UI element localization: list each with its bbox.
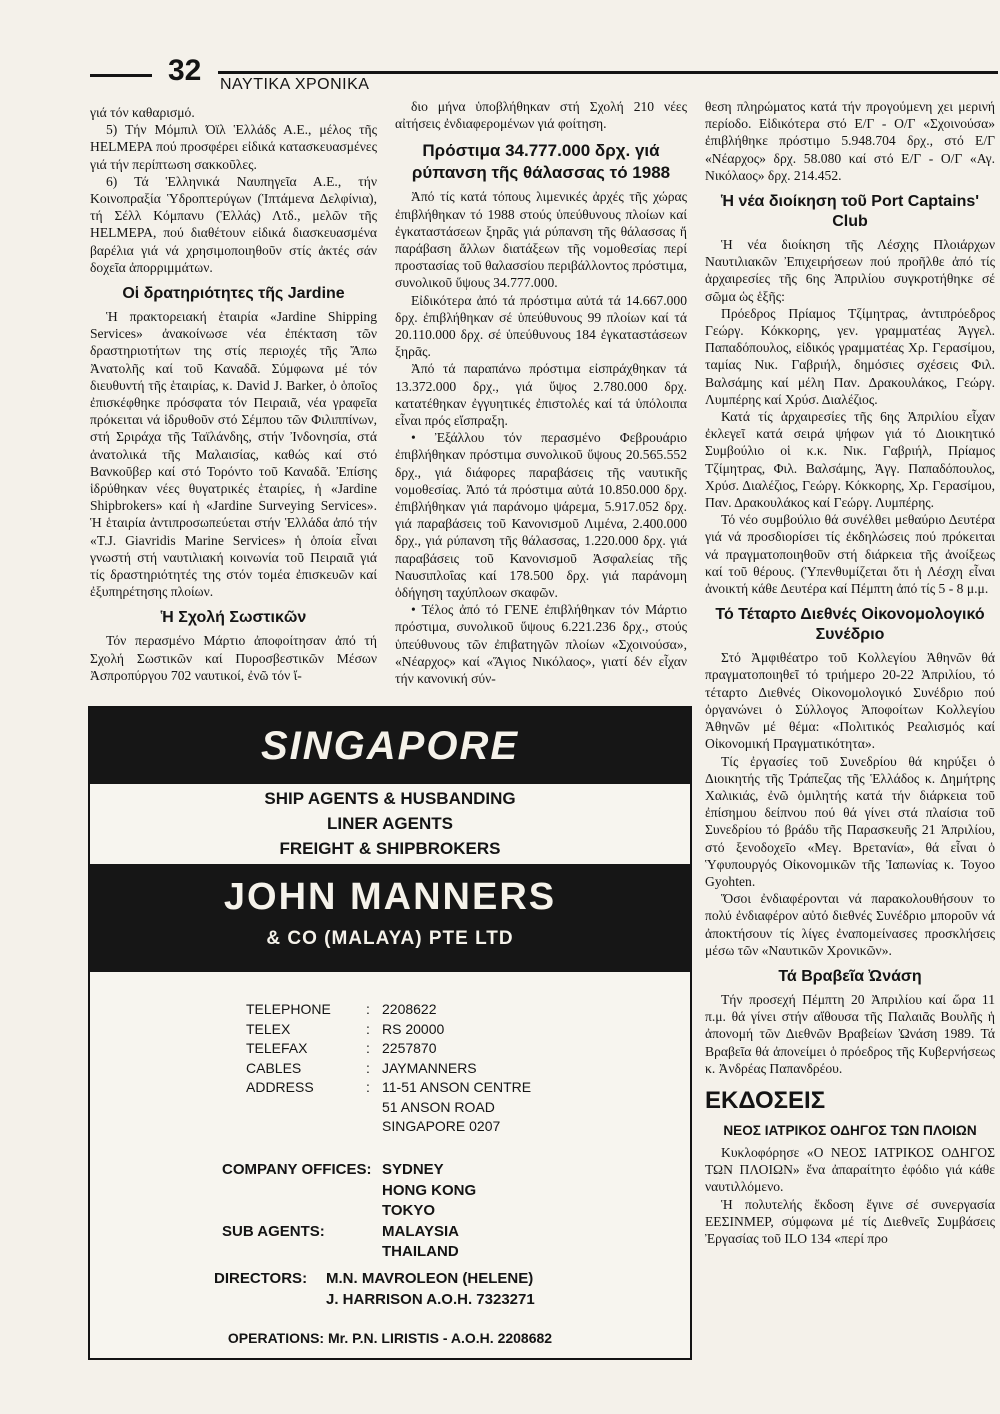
header-rule-left [90,74,152,77]
headline-jardine: Οἱ δρατηριότητες τῆς Jardine [122,285,345,303]
publication-title: ΝΑΥΤΙΚΑ ΧΡΟΝΙΚΑ [220,76,370,93]
section-title-ekdoseis: ΕΚΔΟΣΕΙΣ [705,1086,826,1114]
ad-address-line: 51 ANSON ROAD [382,1098,495,1115]
paragraph: Τό νέο συμβούλιο θά συνέλθει μεθαύριο Δευτέρα γιά νά προσδιορίσει τίς ἐκδηλώσεις πού πρόκειται νά πραγματοποιηθοῦν στή διάρκεια τῆς ἀνοίξεως καί τοῦ θέρους. (Ὑπενθυμίζεται ὅτι ἡ Λέσχη εἶναι ἀνοικτή κάθε Δευτέρα καί Πέμπτη ἀπό τίς 5 - 8 μ.μ. [705,512,995,597]
ad-offices-label: COMPANY OFFICES: [222,1161,372,1178]
advertisement-john-manners [88,706,692,1360]
ad-company-name: JOHN MANNERS [223,876,557,918]
headline-iatrikos-odigos: ΝΕΟΣ ΙΑΤΡΙΚΟΣ ΟΔΗΓΟΣ ΤΩΝ ΠΛΟΙΩΝ [723,1122,977,1138]
paragraph: Κατά τίς ἀρχαιρεσίες τῆς 6ης Ἀπριλίου εἶχαν ἐκλεγεῖ κατά σειρά ψήφων γιά τό Διοικητικό Συμβούλιο οἱ κ.κ. Νικ. Γαβριήλ, Πρίαμος Τζίμητρας, Φιλ. Βαλσάμης, Ἀγγ. Παπαδόπουλος, Χρύσ. Διαλέζιος, Γεώργ. Κόκκορης, Χρ. Γερασίμου, Παν. Δρακουλάκος καί Γεώργ. Λυμπέρης. [705,409,995,511]
ad-contact-row: CABLES : JAYMANNERS [246,1059,477,1076]
paragraph: θεση πληρώματος κατά τήν προγούμενη χει μερινή περίοδο. Εἰδικότερα στό Ε/Γ - Ο/Γ «Σχοινούσα» ἐπιβλήθηκε πρόστιμο 5.948.704 δρχ., στό Ε/Γ «Νέαρχος» δρχ. 58.080 καί στό Ε/Γ - Ο/Γ «Αγ. Νικόλαος» δρχ. 214.452. [705,99,995,183]
paragraph: Ἀπό τίς κατά τόπους λιμενικές ἀρχές τῆς χώρας ἐπιβλήθηκαν τό 1988 στούς ὑπεύθυνους πλοίων καί ἐγκαταστάσεων ξηρᾶς γιά ρύπανση τῆς θάλασσας ἤ παράβαση ἄλλων διατάξεων τῆς νομοθεσίας περί προστασίας τοῦ θαλασσίου περιβάλλοντος πρόστιμα, συνολικοῦ ὕψους 34.777.000. [395,189,687,291]
ad-contact-row: TELEPHONE : 2208622 [246,1001,437,1017]
headline-vraveia-onasi: Τά Βραβεῖα Ὠνάση [778,967,922,985]
ad-office: TOKYO [382,1202,436,1219]
ad-operations: OPERATIONS: Mr. P.N. LIRISTIS - A.O.H. 2208682 [227,1330,553,1346]
headline-prostima: Πρόστιμα 34.777.000 δρχ. γιά ρύπανση τῆς θάλασσας τό 1988 [411,141,671,183]
ad-service-item: SHIP AGENTS & HUSBANDING [264,789,516,808]
column-1 [90,104,377,684]
paragraph: διο μήνα ὑποβλήθηκαν στή Σχολή 210 νέες αἰτήσεις ἐνδιαφερομένων γιά φοίτηση. [395,99,687,132]
ad-director: J. HARRISON A.O.H. 7323271 [326,1291,535,1308]
headline-synedrio: Τό Τέταρτο Διεθνές Οἰκονομολογικό Συνέδριο [715,606,985,644]
ad-contact-list [246,1000,531,1137]
ad-company-subtitle: & CO (MALAYA) PTE LTD [266,928,514,949]
ad-service-item: FREIGHT & SHIPBROKERS [279,839,501,858]
paragraph: Ἀπό τά παραπάνω πρόστιμα εἰσπράχθηκαν τά 13.372.000 δρχ., γιά ὕψος 2.780.000 δρχ. κατατέθηκαν ἐγγυητικές ἐπιστολές καί τά ὑπόλοιπα εἶναι πρός εἴσπραξη. [395,361,687,429]
paragraph: Τόν περασμένο Μάρτιο ἀποφοίτησαν ἀπό τή Σχολή Σωστικῶν καί Πυροσβεστικῶν Μέσων Ἀσπροπύργου 702 ναυτικοί, ἐνῶ τόν ἴ- [90,633,377,683]
ad-address-line: SINGAPORE 0207 [382,1118,501,1134]
paragraph: Ἡ πρακτορειακή ἑταιρία «Jardine Shipping Services» ἀνακοίνωσε νέα ἐπέκταση τῶν δραστηριοτήτων της στίς περιοχές τῆς Ἄπω Ἀνατολῆς καί τοῦ Καναδᾶ. Σύμφωνα μέ τόν διευθυντή τῆς ἑταιρίας, κ. David J. Barker, ὁ ὁποῖος ἐπισκέφθηκε πρόσφατα τόν Πειραιᾶ, νέα γραφεῖα πρόκειται νά ἱδρυθοῦν στό Σέμπου τῶν Φιλιππίνων, στή Σριράχα τῆς Ταϊλάνδης, στήν Ἰνδονησία, στά ἀνατολικά τῆς Μαλαισίας, καθώς καί στό Βανκοῦβερ καί στό Τορόντο τοῦ Καναδᾶ. Ἐπίσης ἱδρύθηκαν νέες θυγατρικές ἑταιρίες, ἡ «Jardine Shipbrokers» καί ἡ «Jardine Surveying Services». Ἡ ἑταιρία ἀντιπροσωπεύεται στήν Ἑλλάδα ἀπό τήν «T.J. Giavridis Marine Services» ἡ ὁποία εἶναι γνωστή στή ναυτιλιακή κοινωνία τοῦ Πειραιᾶ γιά τίς δραστηριότητές της στόν τομέα ἐπισκευῶν καί ἐξυπηρέτησης πλοίων. [90,309,377,600]
ad-sub-agent: MALAYSIA [382,1222,459,1240]
ad-company-banner [90,864,690,972]
ad-offices [222,1160,476,1263]
ad-director: M.N. MAVROLEON (HELENE) [326,1270,534,1287]
headline-sxoli-sostikon: Ἡ Σχολή Σωστικῶν [160,609,307,627]
paragraph: Ἡ πολυτελής ἔκδοση ἔγινε σέ συνεργασία ΕΕΣΙΝΜΕΡ, σύμφωνα μέ τίς Διεθνεῖς Συμβάσεις Ἐργασίας τοῦ ILO 134 «περί προ [705,1196,995,1246]
paragraph: Τίς ἐργασίες τοῦ Συνεδρίου θά κηρύξει ὁ Διοικητής τῆς Τράπεζας τῆς Ἑλλάδος κ. Δημήτρης Χαλικιάς, ἐνῶ ὁμιλητής κατά τήν διάρκεια τοῦ ἐπίσημου δείπνου πού θά γίνει στά πλαίσια τοῦ Συνεδρίου τό βράδυ τῆς Παρασκευῆς 21 Ἀπριλίου, στό ξενοδοχεῖο «Μεγ. Βρετανία», θά εἶναι ὁ Ὑφυπουργός Οἰκονομικῶν τῆς Ἰαπωνίας κ. Toyoo Gyohten. [705,753,995,889]
column-2 [395,98,687,687]
ad-service-item: LINER AGENTS [327,814,453,833]
headline-port-captains: Ἡ νέα διοίκηση τοῦ Port Captains' Club [720,193,980,231]
paragraph: Τήν προσεχή Πέμπτη 20 Ἀπριλίου καί ὥρα 11 π.μ. θά γίνει στήν αἴθουσα τῆς Παλαιᾶς Βουλῆς ἡ ἀπονομή τῶν Διεθνῶν Βραβείων Ὠνάση 1989. Τά Βραβεῖα θά ἀπονείμει ὁ πρόεδρος τῆς Κυβερνήσεως κ. Ἀνδρέας Παπανδρέου. [705,991,995,1076]
paragraph: 5) Τήν Μόμπιλ Όϊλ Ἑλλάδς Α.Ε., μέλος τῆς HELMEPA πού προσφέρει εἰδικά κατασκευασμένες γιά τήν περίπτωση σακκοῦλες. [90,122,377,172]
paragraph: Ὅσοι ἐνδιαφέρονται νά παρακολουθήσουν το πολύ ἐνδιαφέρον αὐτό διεθνές Συνέδριο μποροῦν νά ἀποκτήσουν τίς λίγες ἐναπομείνασες προσκλήσεις μέσω τῶν «Ναυτικῶν Χρονικῶν». [705,891,995,958]
paragraph: Πρόεδρος Πρίαμος Τζίμητρας, ἀντιπρόεδρος Γεώργ. Κόκκορης, γεν. γραμματέας Ἀγγελ. Παπαδόπουλος, εἰδικός γραμματέας Χρ. Γερασίμου, ταμίας Νικ. Γαβριήλ, δημόσιες σχέσεις Φιλ. Βαλσάμης καί μέλη Παν. Δρακουλάκος, Γεώργ. Λυμπέρης καί Χρύσ. Διαλέζιος. [705,305,995,407]
paragraph: Κυκλοφόρησε «Ο ΝΕΟΣ ΙΑΤΡΙΚΟΣ ΟΔΗΓΟΣ ΤΩΝ ΠΛΟΙΩΝ» ἕνα ἀπαραίτητο ἐφόδιο γιά κάθε ναυτιλλόμενο. [705,1144,995,1195]
ad-directors-label: DIRECTORS: [214,1270,308,1287]
paragraph: 6) Τά Ἑλληνικά Ναυπηγεῖα Α.Ε., τήν Κοινοπραξία Ὑδροπτερύγων (Ἱπτάμενα Δελφίνια), τή Σέλλ Κόμπανυ (Ἑλλάς) Λτδ., μελῶν τῆς HELMEPA, πού διαθέτουν εἰδικά διασκευασμένα βαρέλια γιά νά χρησιμοποιηθοῦν στίς ἀκτές σάν δοχεῖα ἀπορριμμάτων. [90,173,377,275]
paragraph: Εἰδικότερα ἀπό τά πρόστιμα αὐτά τά 14.667.000 δρχ. ἐπιβλήθηκαν σέ ὑπεύθυνους 99 πλοίων καί τά 20.110.000 δρχ. σέ ὑπεύθυνους 184 ἐγκαταστάσεων ξηρᾶς. [395,292,687,360]
ad-directors [214,1268,535,1310]
paragraph: • Τέλος ἀπό τό ΓΕΝΕ ἐπιβλήθηκαν τόν Μάρτιο πρόστιμα, συνολικοῦ ὕψους 6.221.236 δρχ., στούς ὑπεύθυνους τῶν ἐπιβατηγῶν πλοίων «Σχοινούσα», «Νέαρχος» καί «Ἅγιος Νικόλαος», γιατί δέν εἶχαν τήν κανονική σύν- [395,602,687,687]
paragraph: Στό Ἀμφιθέατρο τοῦ Κολλεγίου Ἀθηνῶν θά πραγματοποιηθεῖ τό τριήμερο 20-22 Ἀπριλίου, τό τέταρτο Διεθνές Οἰκονομολογικό Συνέδριο πού ὀργανώνει ὁ Σύλλογος Ἀποφοίτων Κολλεγίου Ἀθηνῶν μέ θέμα: «Πολιτικός Ρεαλισμός καί Οἰκονομική Πραγματικότητα». [705,650,995,752]
ad-contact-row: TELEFAX : 2257870 [246,1040,437,1056]
page-number: 32 [168,54,202,87]
ad-contact-row: TELEX : RS 20000 [246,1020,445,1037]
column-3 [705,98,995,1247]
ad-sub-agent: THAILAND [382,1243,459,1260]
ad-city-banner: SINGAPORE [90,708,690,784]
ad-sub-agents-label: SUB AGENTS: [222,1222,325,1240]
paragraph: • Ἐξάλλου τόν περασμένο Φεβρουάριο ἐπιβλήθηκαν πρόστιμα συνολικοῦ ὕψους 20.565.552 δρχ., γιά διάφορες παραβάσεις τῆς ναυτικῆς νομοθεσίας. Ἀπό τά πρόστιμα αὐτά 10.850.000 δρχ. ἐπιβλήθηκαν γιά παράνομο ψάρεμα, 5.917.052 δρχ. γιά παραβάσεις τοῦ Κανονισμοῦ Λιμένα, 2.400.000 δρχ., γιά ρύπανση τῆς θάλασσας, 1.220.000 δρχ. γιά παραβάσεις τοῦ Κανονισμοῦ Ἀσφαλείας τῆς Ναυσιπλοΐας καί 178.500 δρχ. γιά παράνομη ὁδήγηση ταχύπλοων σκαφῶν. [395,430,687,601]
header-rule [218,71,998,74]
paragraph: Ἡ νέα διοίκηση τῆς Λέσχης Πλοιάρχων Ναυτιλιακῶν Ἐπιχειρήσεων πού προῆλθε ἀπό τίς ἀρχαιρεσίες τῆς 6ης Ἀπριλίου συγκροτήθηκε σέ σῶμα ὡς ἑξῆς: [705,237,995,304]
paragraph: γιά τόν καθαρισμό. [90,105,195,120]
ad-contact-row: ADDRESS : 11-51 ANSON CENTRE [246,1079,532,1095]
ad-office: HONG KONG [382,1181,477,1199]
ad-office: SYDNEY [382,1161,444,1178]
ad-services [90,786,690,861]
